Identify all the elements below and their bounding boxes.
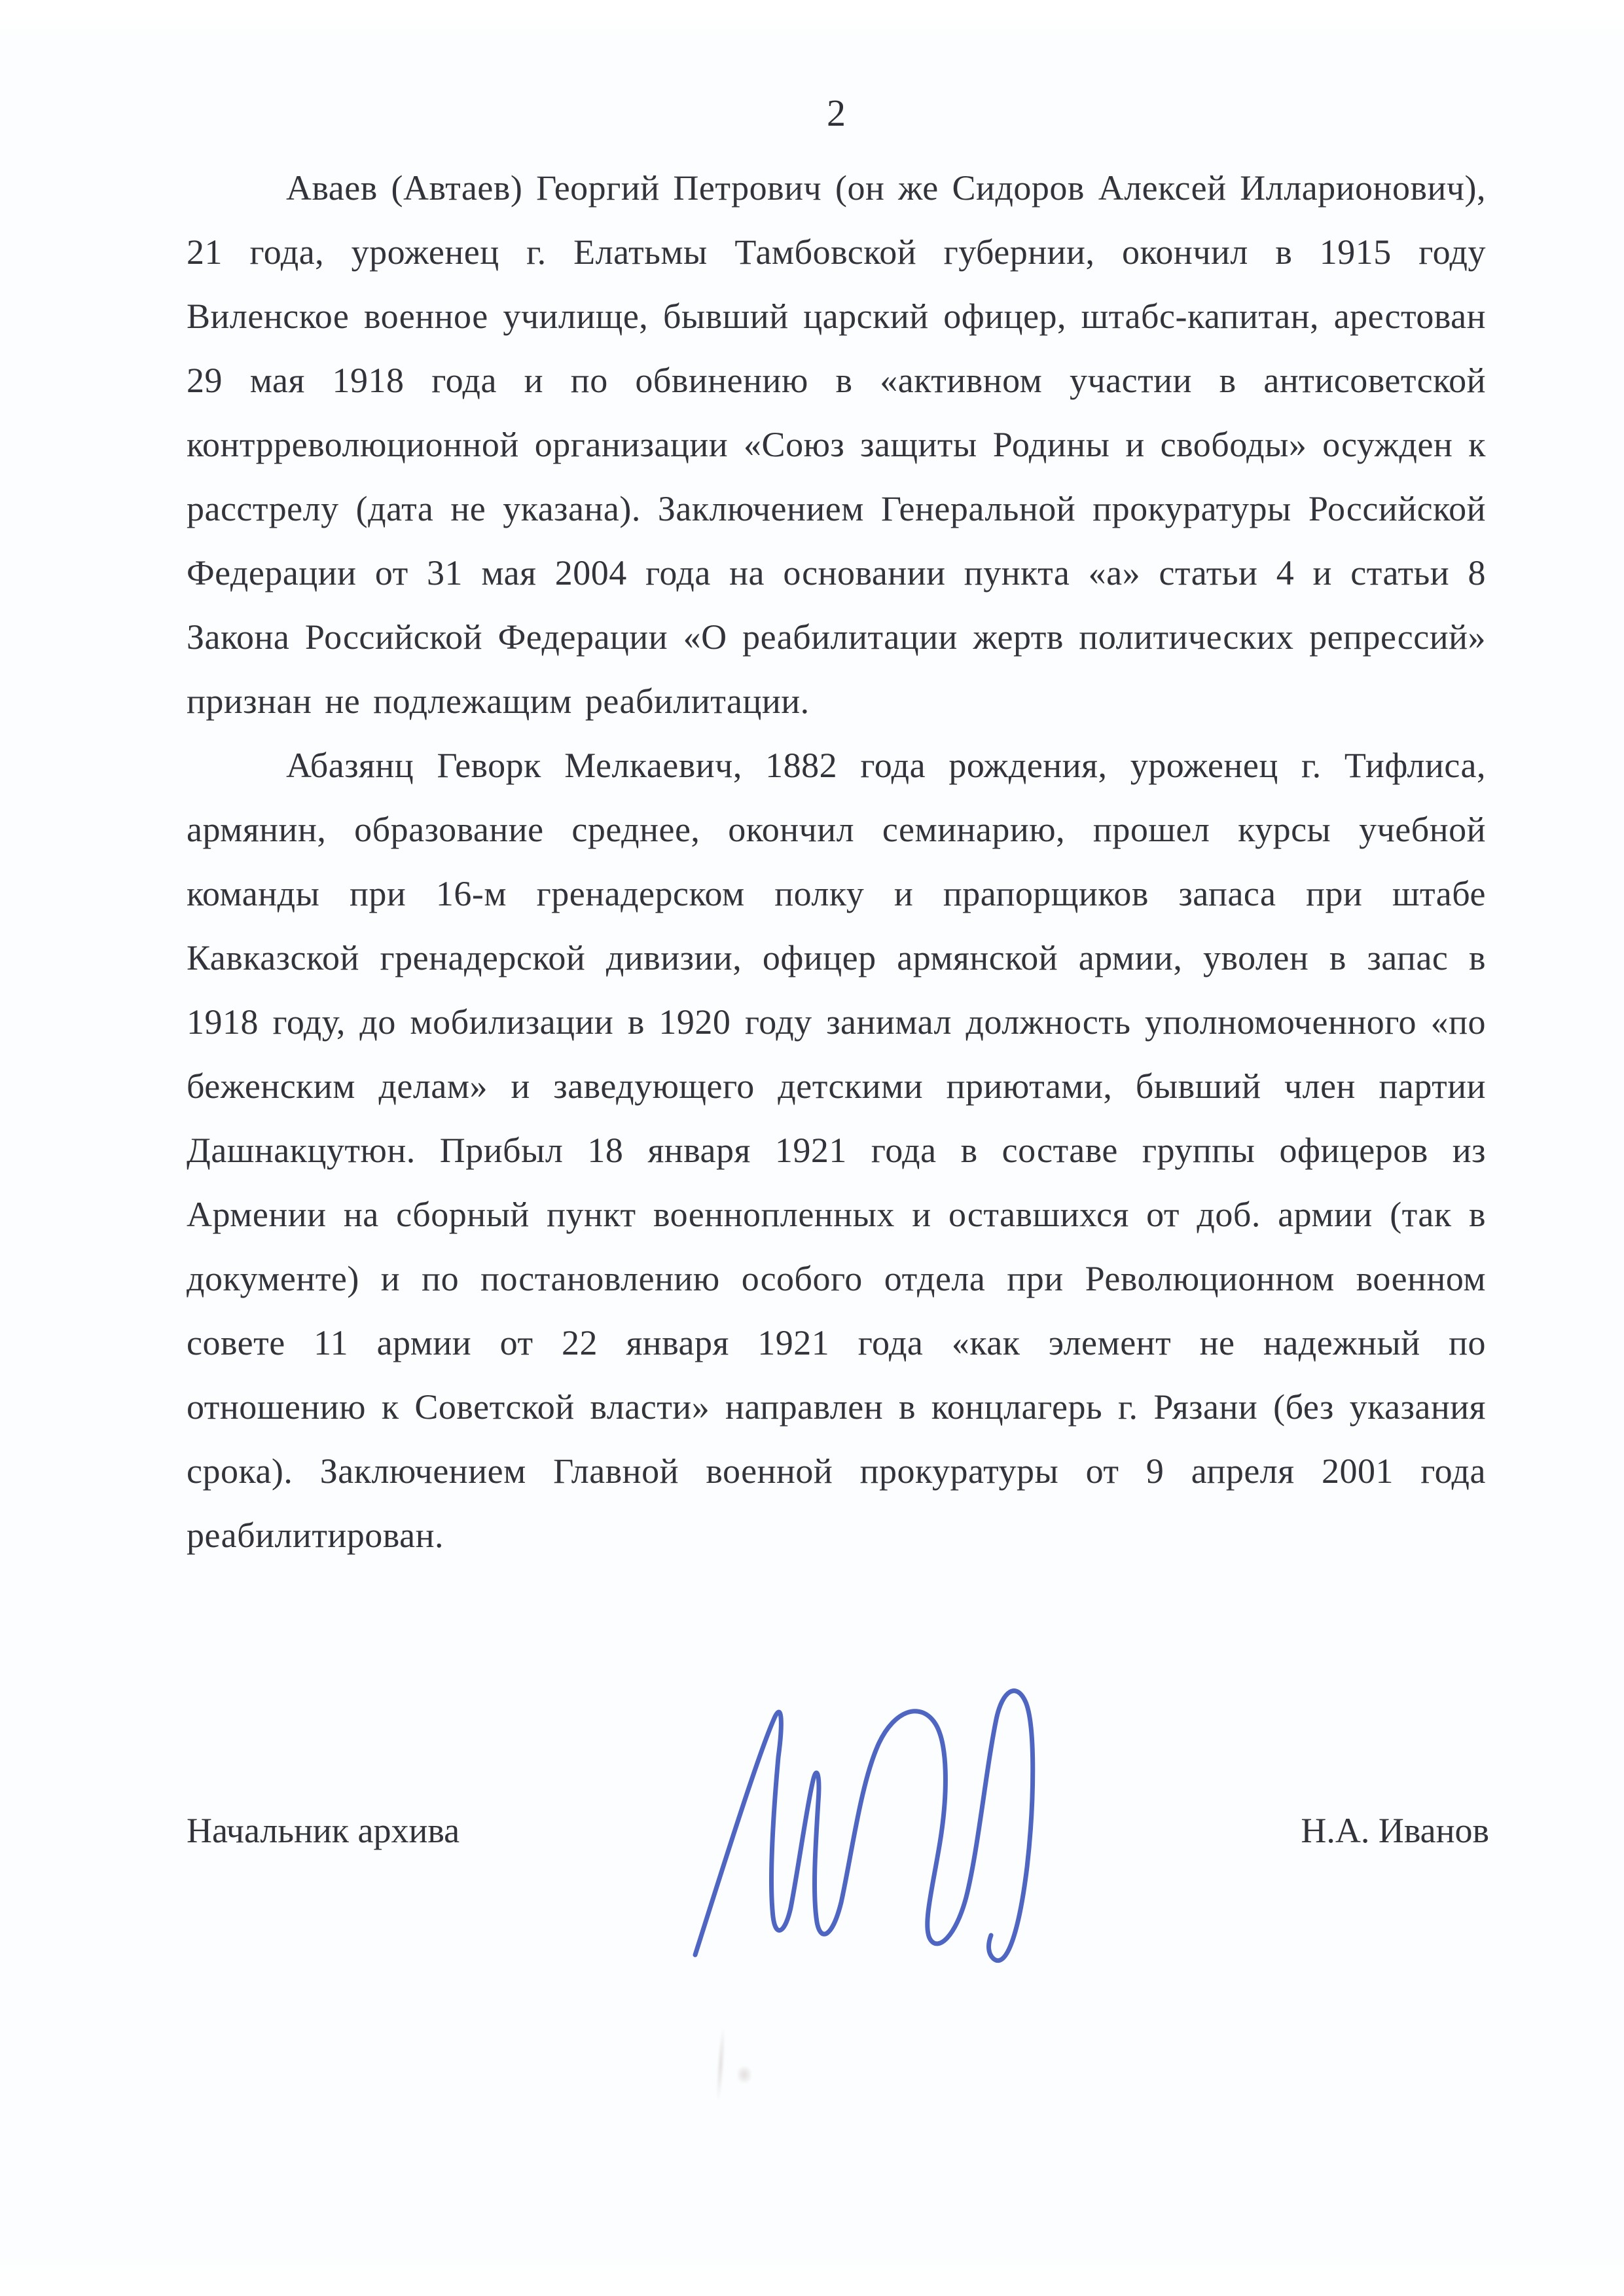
paragraph-abazyants: Абазянц Геворк Мелкаевич, 1882 года рождения, уроженец г. Тифлиса, армянин, образование среднее, окончил семинарию, прошел курсы учебной команды при 16-м гренадерском полку и прапорщиков запаса при штабе Кавказской гренадерской дивизии, офицер армянской армии, уволен в запас в 1918 году, до мобилизации в 1920 году занимал должность уполномоченного «по беженским делам» и заведующего детскими приютами, бывший член партии Дашнакцутюн. Прибыл 18 января 1921 года в составе группы офицеров из Армении на сборный пункт военнопленных и оставшихся от доб. армии (так в документе) и по постановлению особого отдела при Революционном военном совете 11 армии от 22 января 1921 года «как элемент не надежный по отношению к Советской власти» направлен в концлагерь г. Рязани (без указания срока). Заключением Главной военной прокуратуры от 9 апреля 2001 года реабилитирован.	[187, 746, 1486, 1555]
signer-role-label: Начальник архива	[187, 1811, 460, 1850]
scan-smudge-artifact	[706, 2028, 765, 2120]
signer-name: Н.А. Иванов	[1301, 1811, 1489, 1850]
paragraph-avaev: Аваев (Автаев) Георгий Петрович (он же Сидоров Алексей Илларионович), 21 года, уроженец г. Елатьмы Тамбовской губернии, окончил в 1915 году Виленское военное училище, бывший царский офицер, штабс-капитан, арестован 29 мая 1918 года и по обвинению в «активном участии в антисоветской контрреволюционной организации «Союз защиты Родины и свободы» осужден к расстрелу (дата не указана). Заключением Генеральной прокуратуры Российской Федерации от 31 мая 2004 года на основании пункта «а» статьи 4 и статьи 8 Закона Российской Федерации «О реабилитации жертв политических репрессий» признан не подлежащим реабилитации.	[187, 168, 1486, 721]
signature-block	[187, 1804, 1489, 1857]
page-number: 2	[827, 92, 846, 134]
document-body	[187, 156, 1486, 1567]
